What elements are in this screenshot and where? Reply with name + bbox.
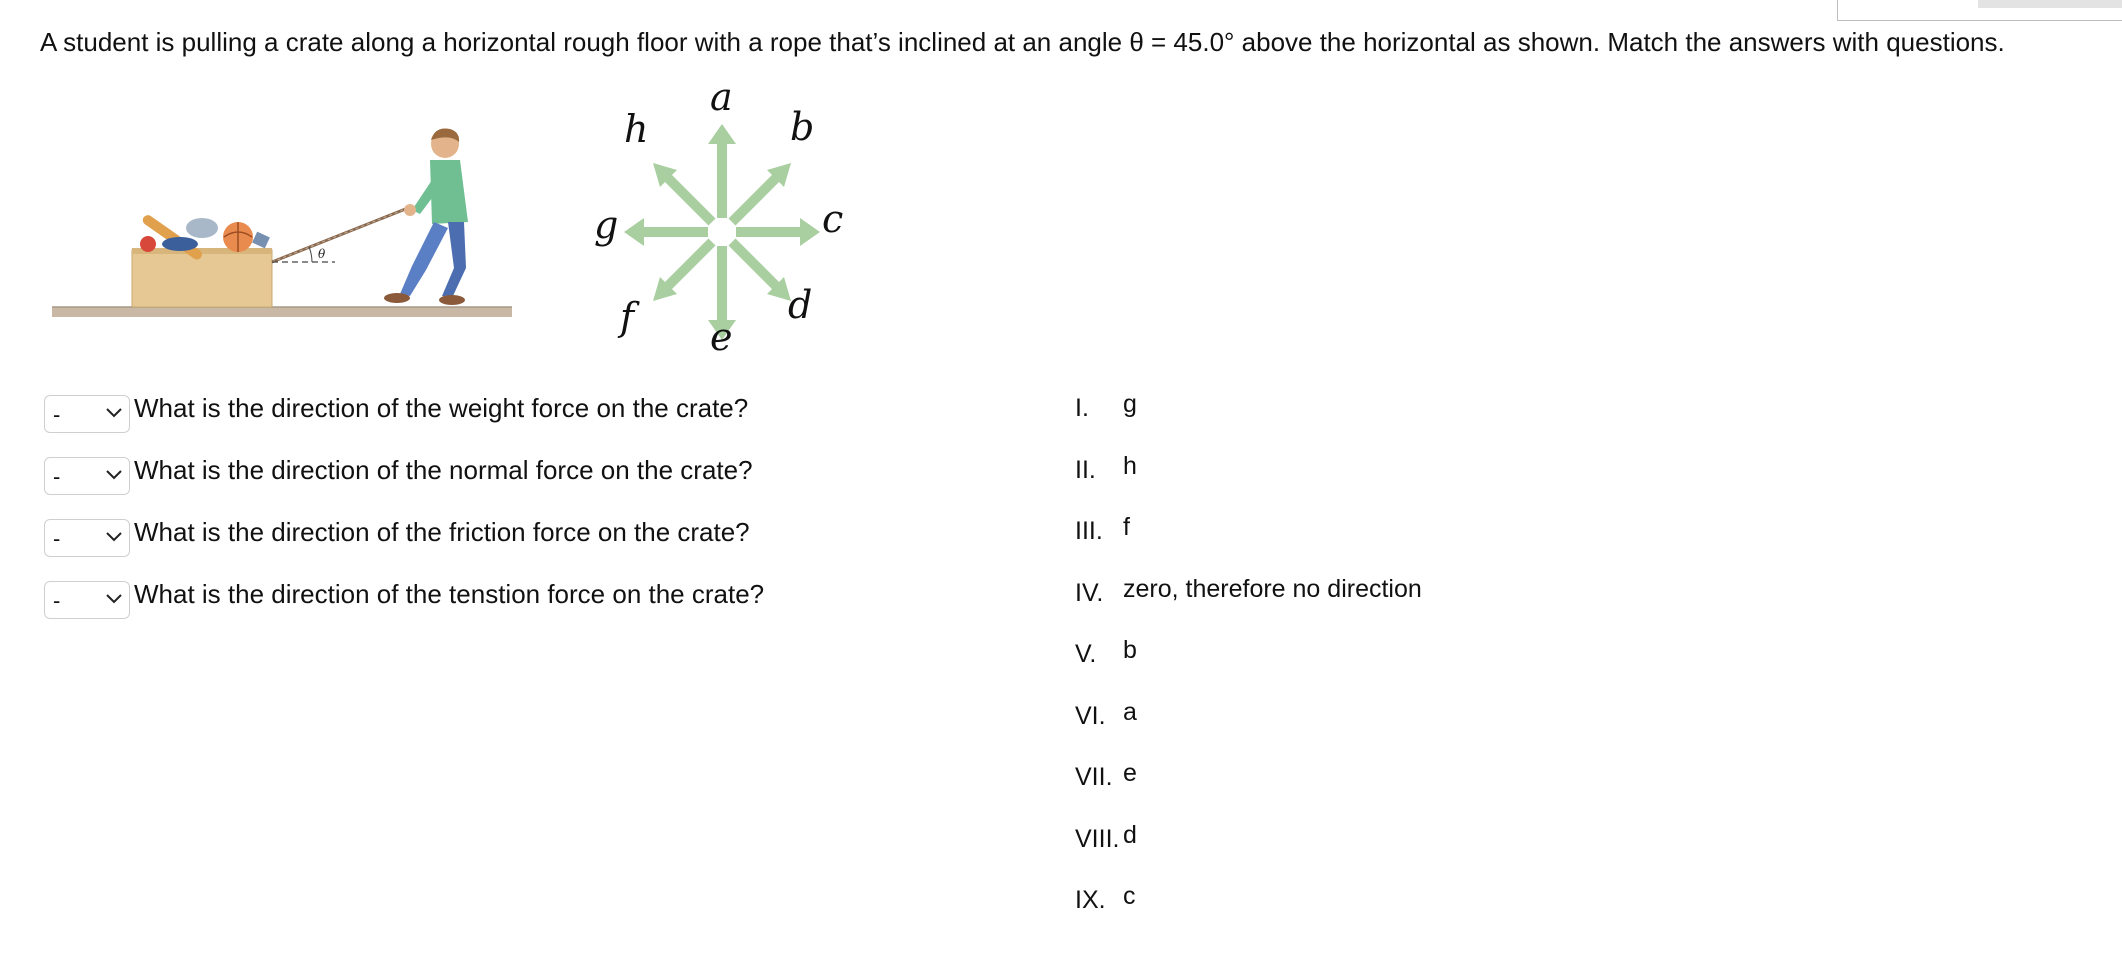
- answer-dropdown[interactable]: [44, 581, 130, 619]
- answer-text: d: [1123, 820, 1137, 849]
- top-right-panel-corner: [1837, 0, 2122, 21]
- answer-numeral: V.: [1075, 640, 1097, 668]
- answer-text: e: [1123, 759, 1137, 787]
- question-text: What is the direction of the weight force on the crate?: [134, 392, 749, 423]
- question-text: What is the direction of the normal force on the crate?: [134, 454, 753, 485]
- student-leg-front: [400, 222, 448, 296]
- direction-label-b: b: [790, 105, 815, 149]
- answer-numeral: VII.: [1075, 763, 1113, 791]
- dropdown-value: -: [53, 526, 61, 551]
- toy-icon: [140, 236, 156, 252]
- answer-numeral: IV.: [1075, 578, 1104, 607]
- dropdown-value: -: [53, 588, 61, 613]
- question-text: What is the direction of the tenstion force on the crate?: [134, 578, 765, 609]
- question-row: [44, 456, 764, 496]
- answer-numeral: VIII.: [1075, 824, 1120, 853]
- dropdown-value: -: [53, 402, 61, 427]
- answer-numeral: IX.: [1075, 886, 1106, 914]
- direction-label-f: f: [620, 295, 635, 339]
- answer-option: [1075, 636, 1422, 680]
- answer-option: [1075, 759, 1422, 803]
- direction-label-e: e: [710, 315, 733, 359]
- floor: [52, 307, 512, 317]
- answer-text: a: [1123, 697, 1137, 726]
- answer-dropdown[interactable]: [44, 519, 130, 557]
- answer-numeral: II.: [1075, 455, 1096, 484]
- answer-numeral: III.: [1075, 517, 1103, 545]
- answer-option: [1075, 574, 1422, 619]
- arrow-c-head: [800, 218, 820, 246]
- answer-text: zero, therefore no direction: [1123, 574, 1422, 603]
- student-figure: [384, 128, 468, 305]
- answer-option: [1075, 820, 1422, 865]
- chevron-down-icon: [105, 406, 123, 420]
- figure-svg: [40, 82, 860, 362]
- direction-label-d: d: [788, 283, 813, 327]
- answer-option: [1075, 882, 1422, 926]
- answer-option: [1075, 697, 1422, 742]
- helmet-icon: [186, 218, 218, 238]
- answer-text: b: [1123, 636, 1137, 664]
- chevron-down-icon: [105, 530, 123, 544]
- question-list: [44, 394, 764, 642]
- answer-option: [1075, 451, 1422, 496]
- problem-figure: [40, 82, 860, 362]
- arrow-f-shaft: [666, 242, 712, 288]
- question-prompt: A student is pulling a crate along a horizontal rough floor with a rope that’s inclined at an angle θ = 45.0° above the horizontal as shown. Match the answers with questions.: [40, 27, 2005, 57]
- panel-corner-fill: [1978, 0, 2122, 8]
- answer-text: h: [1123, 451, 1137, 480]
- answer-option: [1075, 390, 1422, 434]
- dropdown-value: -: [53, 464, 61, 489]
- answer-text: f: [1123, 513, 1130, 541]
- question-row: [44, 580, 764, 620]
- student-shoe-front: [384, 293, 410, 303]
- arrow-d-shaft: [732, 242, 778, 288]
- shoe-icon: [162, 237, 198, 251]
- student-shoe-back: [439, 295, 465, 305]
- chevron-down-icon: [105, 592, 123, 606]
- answer-dropdown[interactable]: [44, 395, 130, 433]
- answer-options-list: [1075, 390, 1422, 948]
- question-row: [44, 394, 764, 434]
- direction-label-g: g: [594, 203, 619, 247]
- direction-label-c: c: [822, 197, 844, 241]
- question-row: [44, 518, 764, 558]
- arrow-g-head: [624, 218, 644, 246]
- answer-text: g: [1123, 390, 1137, 418]
- arrow-b-shaft: [732, 176, 778, 222]
- arrow-h-shaft: [666, 176, 712, 222]
- arrow-a-head: [708, 124, 736, 144]
- crate: [132, 250, 272, 307]
- book-icon: [252, 232, 270, 249]
- angle-label: θ: [318, 247, 326, 261]
- answer-numeral: VI.: [1075, 701, 1106, 730]
- direction-label-a: a: [710, 82, 733, 119]
- student-leg-back: [442, 222, 466, 298]
- question-text: What is the direction of the friction force on the crate?: [134, 516, 750, 547]
- direction-label-h: h: [624, 107, 649, 151]
- answer-dropdown[interactable]: [44, 457, 130, 495]
- answer-numeral: I.: [1075, 394, 1089, 422]
- angle-arc: [309, 247, 312, 262]
- answer-text: c: [1123, 882, 1136, 910]
- chevron-down-icon: [105, 468, 123, 482]
- answer-option: [1075, 513, 1422, 557]
- student-hand: [404, 204, 416, 216]
